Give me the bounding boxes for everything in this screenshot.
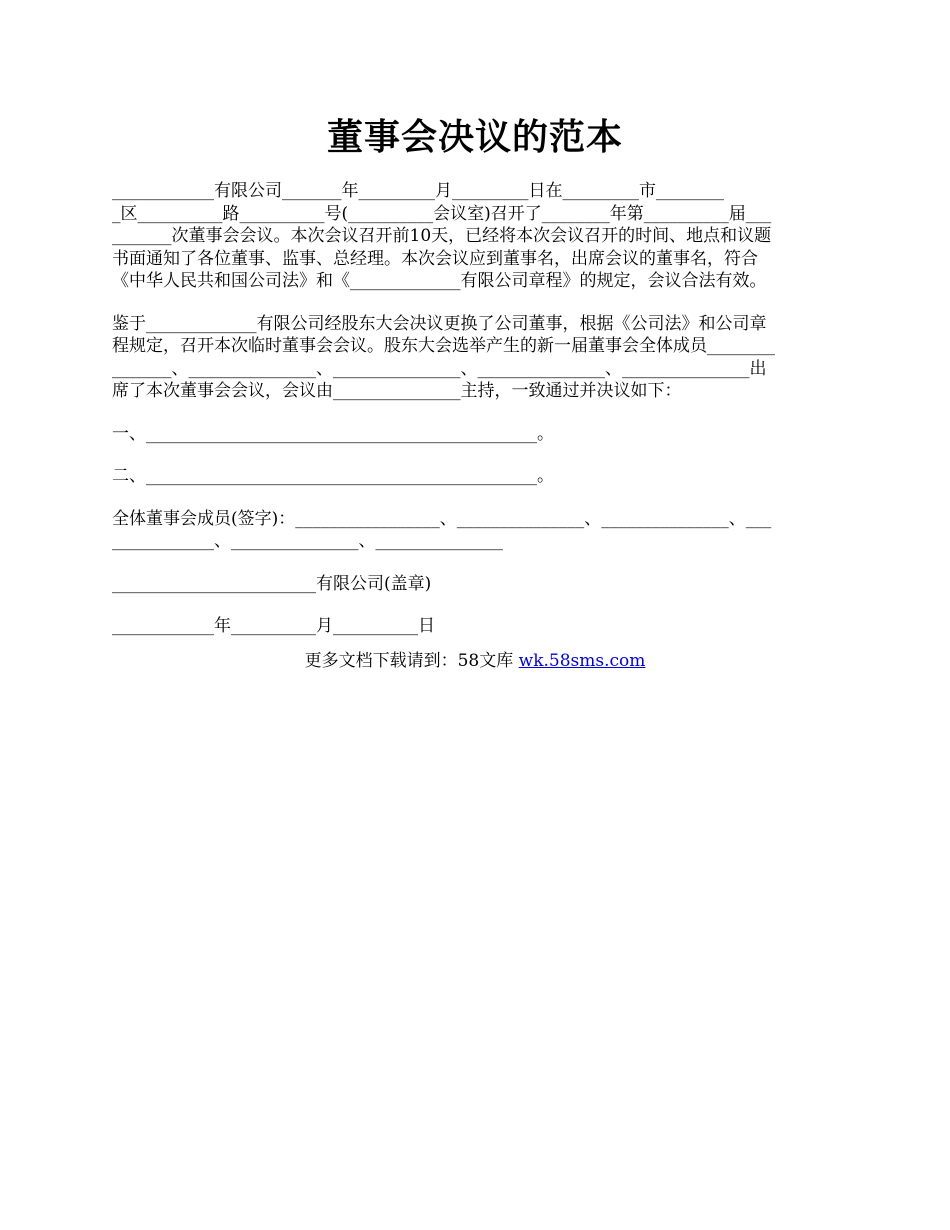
board-change-paragraph bbox=[112, 313, 838, 403]
text-line: 全体董事会成员(签字)：_________________、_______________、_______________、___ bbox=[112, 508, 772, 529]
date-line bbox=[112, 615, 838, 638]
resolution-item-1 bbox=[112, 423, 838, 446]
signature-paragraph bbox=[112, 508, 838, 553]
download-link[interactable]: wk.58sms.com bbox=[518, 651, 646, 671]
text-line: 二、______________________________________________。 bbox=[112, 466, 554, 486]
text-line: 一、______________________________________________。 bbox=[112, 423, 554, 444]
resolution-item-2 bbox=[112, 465, 838, 488]
text-line: _______次董事会会议。本次会议召开前10天，已经将本次会议召开的时间、地点和议题 bbox=[112, 226, 772, 246]
text-line: 程规定，召开本次临时董事会会议。股东大会选举产生的新一届董事会全体成员________ bbox=[112, 336, 775, 356]
text-line: ____________年__________月__________日 bbox=[112, 616, 435, 636]
download-footer bbox=[0, 650, 950, 672]
company-seal-line bbox=[112, 573, 838, 596]
text-line: ________________________有限公司(盖章) bbox=[112, 573, 432, 594]
text-line: 书面通知了各位董事、监事、总经理。本次会议应到董事名，出席会议的董事名，符合 bbox=[112, 248, 758, 269]
text-line: _______、_______________、_______________、_______________、_______________出 bbox=[112, 358, 767, 379]
text-line: 《中华人民共和国公司法》和《_____________有限公司章程》的规定，会议合法有效。 bbox=[112, 271, 767, 291]
text-line: 鉴于_____________有限公司经股东大会决议更换了公司董事，根据《公司法》和公司章 bbox=[112, 313, 767, 334]
text-line: 席了本次董事会会议，会议由_______________主持，一致通过并决议如下： bbox=[112, 381, 682, 401]
text-line: _区__________路__________号(__________会议室)召开了________年第__________届___ bbox=[112, 203, 772, 224]
meeting-notice-paragraph bbox=[112, 180, 838, 293]
document-body bbox=[112, 180, 838, 658]
footer-text: 更多文档下载请到：58文库 bbox=[304, 651, 519, 671]
text-line: ____________有限公司_______年_________月_________日在_________市________ bbox=[112, 181, 724, 201]
document-title: 董事会决议的范本 bbox=[326, 116, 623, 158]
text-line: ____________、_______________、_______________ bbox=[112, 531, 503, 551]
